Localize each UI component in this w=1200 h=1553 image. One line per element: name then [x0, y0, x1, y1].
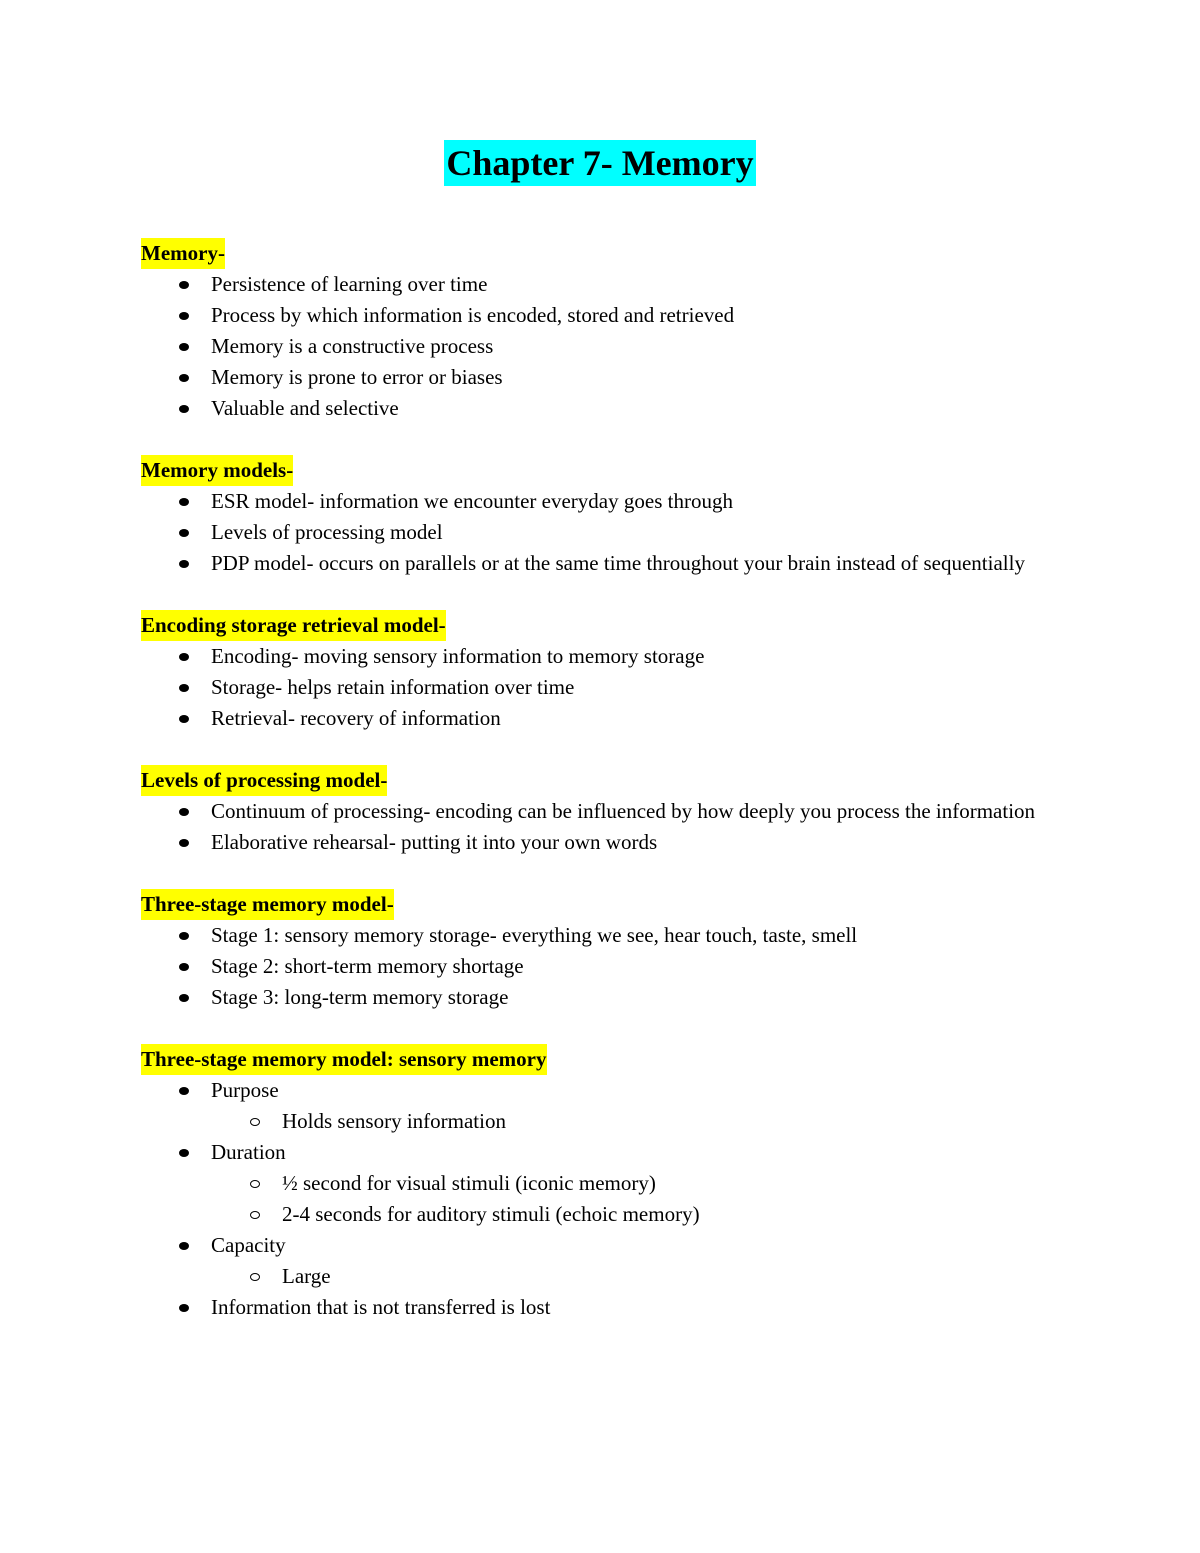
list-item	[141, 300, 1041, 331]
sub-list-item	[211, 1168, 1041, 1199]
bullet-dot-icon	[179, 374, 189, 382]
section-heading: Memory-	[141, 238, 225, 269]
list-item	[141, 1292, 1041, 1323]
list-item-text: Duration	[211, 1140, 286, 1164]
list-item-text: Levels of processing model	[211, 520, 443, 544]
list-item	[141, 517, 1041, 548]
bullet-dot-icon	[179, 1242, 189, 1250]
list-item	[141, 982, 1041, 1013]
list-item	[141, 1230, 1041, 1292]
section-heading: Levels of processing model-	[141, 765, 387, 796]
list-item	[141, 393, 1041, 424]
list-item-text: Purpose	[211, 1078, 279, 1102]
list-item	[141, 548, 1041, 579]
bullet-dot-icon	[179, 684, 189, 692]
bullet-dot-icon	[179, 715, 189, 723]
list-item-text: Storage- helps retain information over time	[211, 675, 575, 699]
bullet-dot-icon	[179, 343, 189, 351]
sub-list-item-text: 2-4 seconds for auditory stimuli (echoic memory)	[282, 1202, 700, 1226]
bullet-dot-icon	[179, 653, 189, 661]
list-item-text: Stage 3: long-term memory storage	[211, 985, 509, 1009]
list-item	[141, 641, 1041, 672]
bullet-dot-icon	[179, 1149, 189, 1157]
notes-body	[141, 238, 1041, 1354]
bullet-dot-icon	[179, 963, 189, 971]
list-item	[141, 951, 1041, 982]
bullet-dot-icon	[179, 405, 189, 413]
bullet-circle-icon	[250, 1180, 260, 1188]
list-item-text: Memory is prone to error or biases	[211, 365, 503, 389]
sub-bullet-list	[211, 1106, 1041, 1137]
bullet-circle-icon	[250, 1211, 260, 1219]
section-heading: Encoding storage retrieval model-	[141, 610, 446, 641]
bullet-dot-icon	[179, 932, 189, 940]
section-heading: Memory models-	[141, 455, 293, 486]
list-item-text: Encoding- moving sensory information to memory storage	[211, 644, 705, 668]
list-item-text: Retrieval- recovery of information	[211, 706, 501, 730]
bullet-dot-icon	[179, 560, 189, 568]
bullet-list	[141, 1075, 1041, 1323]
list-item	[141, 486, 1041, 517]
list-item	[141, 796, 1041, 827]
sub-bullet-list	[211, 1168, 1041, 1230]
sub-list-item	[211, 1106, 1041, 1137]
section	[141, 610, 1041, 734]
list-item-text: Elaborative rehearsal- putting it into your own words	[211, 830, 658, 854]
list-item-text: Memory is a constructive process	[211, 334, 494, 358]
section	[141, 1044, 1041, 1323]
list-item-text: Stage 2: short-term memory shortage	[211, 954, 524, 978]
bullet-list	[141, 920, 1041, 1013]
section-heading: Three-stage memory model-	[141, 889, 394, 920]
bullet-dot-icon	[179, 1304, 189, 1312]
list-item	[141, 920, 1041, 951]
bullet-circle-icon	[250, 1273, 260, 1281]
section	[141, 889, 1041, 1013]
section-heading: Three-stage memory model: sensory memory	[141, 1044, 547, 1075]
bullet-list	[141, 796, 1041, 858]
list-item	[141, 1075, 1041, 1137]
bullet-dot-icon	[179, 529, 189, 537]
bullet-dot-icon	[179, 281, 189, 289]
bullet-circle-icon	[250, 1118, 260, 1126]
sub-list-item-text: ½ second for visual stimuli (iconic memory)	[282, 1171, 656, 1195]
list-item	[141, 331, 1041, 362]
section	[141, 238, 1041, 424]
bullet-dot-icon	[179, 808, 189, 816]
list-item	[141, 1137, 1041, 1230]
list-item-text: Stage 1: sensory memory storage- everything we see, hear touch, taste, smell	[211, 923, 858, 947]
bullet-dot-icon	[179, 839, 189, 847]
list-item	[141, 703, 1041, 734]
bullet-list	[141, 269, 1041, 424]
bullet-list	[141, 486, 1041, 579]
sub-list-item-text: Holds sensory information	[282, 1109, 506, 1133]
bullet-dot-icon	[179, 312, 189, 320]
list-item	[141, 672, 1041, 703]
list-item-text: Process by which information is encoded, stored and retrieved	[211, 303, 735, 327]
sub-list-item	[211, 1261, 1041, 1292]
bullet-dot-icon	[179, 498, 189, 506]
list-item-text: Persistence of learning over time	[211, 272, 488, 296]
sub-bullet-list	[211, 1261, 1041, 1292]
sub-list-item	[211, 1199, 1041, 1230]
bullet-dot-icon	[179, 994, 189, 1002]
list-item-text: Continuum of processing- encoding can be influenced by how deeply you process the information	[211, 799, 1036, 823]
page-title: Chapter 7- Memory	[444, 140, 755, 186]
list-item	[141, 269, 1041, 300]
sub-list-item-text: Large	[282, 1264, 331, 1288]
list-item	[141, 827, 1041, 858]
bullet-dot-icon	[179, 1087, 189, 1095]
list-item-text: ESR model- information we encounter everyday goes through	[211, 489, 733, 513]
bullet-list	[141, 641, 1041, 734]
list-item	[141, 362, 1041, 393]
title-container	[0, 140, 1200, 186]
section	[141, 455, 1041, 579]
list-item-text: PDP model- occurs on parallels or at the same time throughout your brain instead of sequentially	[211, 551, 1025, 575]
list-item-text: Information that is not transferred is lost	[211, 1295, 551, 1319]
section	[141, 765, 1041, 858]
list-item-text: Capacity	[211, 1233, 286, 1257]
list-item-text: Valuable and selective	[211, 396, 399, 420]
